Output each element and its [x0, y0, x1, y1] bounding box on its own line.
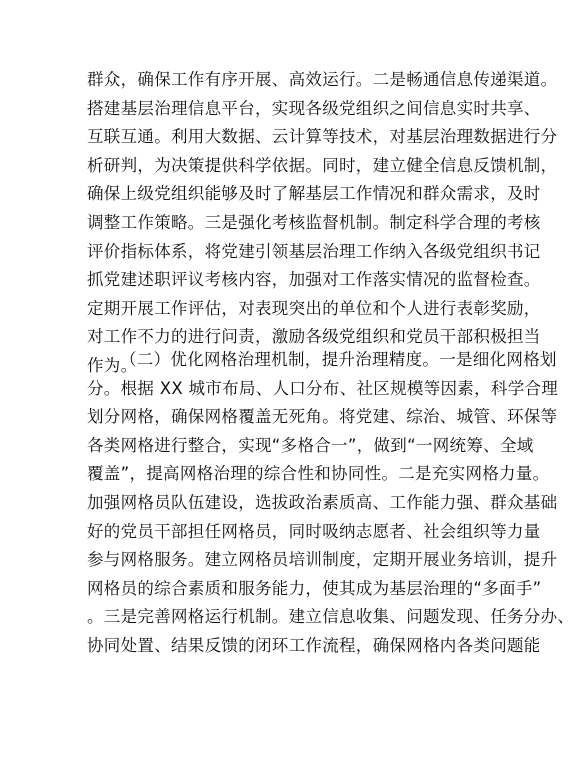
paragraph-line: 好的党员干部担任网格员，同时吸纳志愿者、社会组织等力量: [87, 521, 541, 541]
paragraph-line: 参与网格服务。建立网格员培训制度，定期开展业务培训，提升: [87, 550, 558, 570]
paragraph-line: 协同处置、结果反馈的闭环工作流程，确保网格内各类问题能: [87, 635, 541, 655]
paragraph-line: 群众，确保工作有序开展、高效运行。二是畅通信息传递渠道。: [87, 70, 558, 89]
paragraph-line: 确保上级党组织能够及时了解基层工作情况和群众需求，及时: [87, 184, 541, 204]
paragraph-line: 对工作不力的进行问责，激励各级党组织和党员干部积极担当: [87, 327, 541, 347]
paragraph-line: 互联互通。利用大数据、云计算等技术，对基层治理数据进行分: [87, 127, 558, 147]
paragraph-2: [87, 346, 575, 661]
paragraph-line: 评价指标体系，将党建引领基层治理工作纳入各级党组织书记: [87, 241, 541, 261]
paragraph-line: 划分网格，确保网格覆盖无死角。将党建、综治、城管、环保等: [87, 407, 558, 427]
paragraph-line: 各类网格进行整合，实现“多格合一”，做到“一网统筹、全域: [87, 435, 534, 455]
paragraph-line: 定期开展工作评估，对表现突出的单位和个人进行表彰奖励，: [87, 298, 541, 318]
paragraph-line: 。三是完善网格运行机制。建立信息收集、问题发现、任务分办、: [87, 607, 575, 627]
section-heading-line: （二）优化网格治理机制，提升治理精度。一是细化网格划: [120, 350, 557, 369]
paragraph-line: 加强网格员队伍建设，选拔政治素质高、工作能力强、群众基础: [87, 492, 558, 512]
paragraph-line: 抓党建述职评议考核内容，加强对工作落实情况的监督检查。: [87, 270, 541, 290]
paragraph-1: [87, 66, 558, 381]
paragraph-line: 析研判，为决策提供科学依据。同时，建立健全信息反馈机制，: [87, 155, 558, 175]
paragraph-line: 网格员的综合素质和服务能力，使其成为基层治理的“多面手”: [87, 578, 542, 598]
paragraph-line: 搭建基层治理信息平台，实现各级党组织之间信息实时共享、: [87, 98, 541, 118]
paragraph-line: 覆盖”，提高网格治理的综合性和协同性。二是充实网格力量。: [87, 464, 550, 484]
paragraph-line: 调整工作策略。三是强化考核监督机制。制定科学合理的考核: [87, 212, 541, 232]
paragraph-line: 作为。: [87, 355, 138, 375]
paragraph-line: 分。根据 XX 城市布局、人口分布、社区规模等因素，科学合理: [87, 378, 559, 398]
